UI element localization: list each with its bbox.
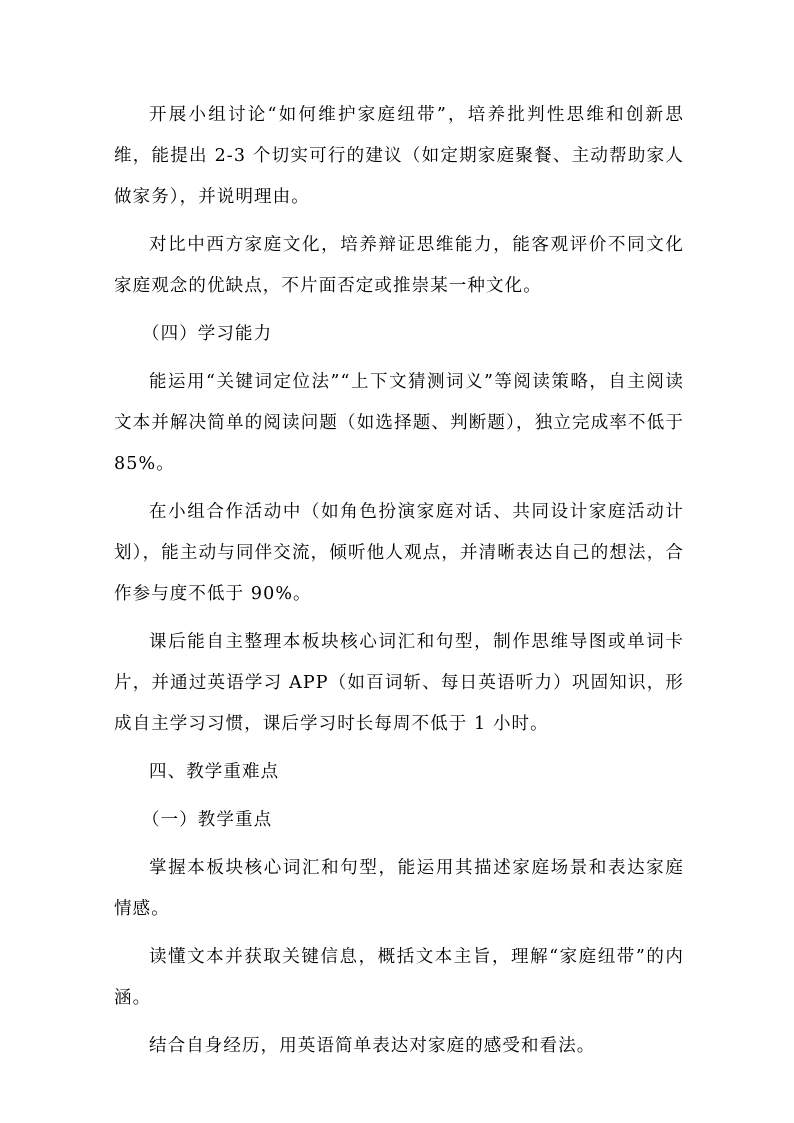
section-heading-key-difficult-points: 四、教学重难点 bbox=[149, 762, 280, 782]
paragraph-group-discussion: 开展小组讨论“如何维护家庭纽带”，培养批判性思维和创新思维，能提出 2-3 个切实可行的建议（如定期家庭聚餐、主动帮助家人做家务），并说明理由。 bbox=[114, 105, 684, 207]
section-heading-learning-ability: （四）学习能力 bbox=[142, 324, 273, 344]
section-heading-teaching-focus: （一）教学重点 bbox=[142, 810, 273, 830]
paragraph-text-comprehension: 读懂文本并获取关键信息，概括文本主旨，理解“家庭纽带”的内涵。 bbox=[114, 947, 684, 1008]
paragraph-culture-comparison: 对比中西方家庭文化，培养辩证思维能力，能客观评价不同文化家庭观念的优缺点，不片面否定或推崇某一种文化。 bbox=[114, 235, 684, 296]
paragraph-core-vocabulary: 掌握本板块核心词汇和句型，能运用其描述家庭场景和表达家庭情感。 bbox=[114, 858, 684, 919]
paragraph-personal-expression: 结合自身经历，用英语简单表达对家庭的感受和看法。 bbox=[149, 1036, 596, 1056]
paragraph-group-cooperation: 在小组合作活动中（如角色扮演家庭对话、共同设计家庭活动计划），能主动与同伴交流，倾听他人观点，并清晰表达自己的想法，合作参与度不低于 90%。 bbox=[114, 502, 684, 604]
document-body bbox=[114, 95, 684, 1074]
paragraph-reading-strategies: 能运用“关键词定位法”“上下文猜测词义”等阅读策略，自主阅读文本并解决简单的阅读问题（如选择题、判断题），独立完成率不低于 85%。 bbox=[114, 372, 684, 474]
paragraph-self-study: 课后能自主整理本板块核心词汇和句型，制作思维导图或单词卡片，并通过英语学习 APP（如百词斩、每日英语听力）巩固知识，形成自主学习习惯，课后学习时长每周不低于 1 小时。 bbox=[114, 632, 684, 734]
